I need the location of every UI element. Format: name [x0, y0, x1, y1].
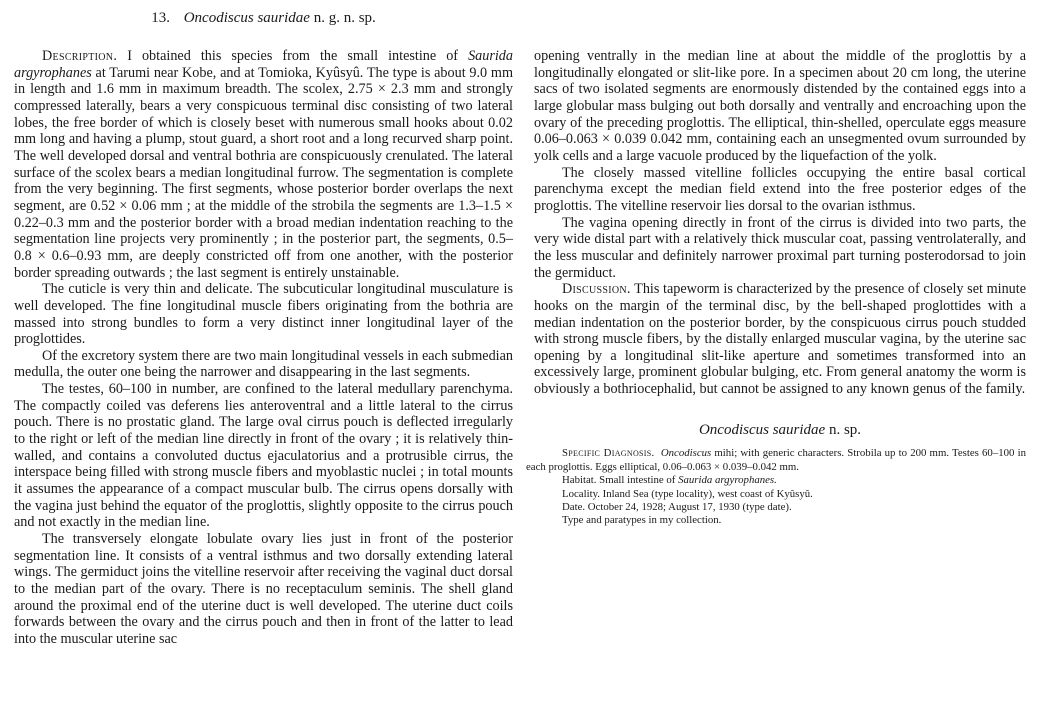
locality-line: Locality. Inland Sea (type locality), west coast of Kyûsyû.	[562, 487, 813, 500]
date-line: Date. October 24, 1928; August 17, 1930 (type date).	[562, 501, 792, 514]
types-line: Type and paratypes in my collection.	[562, 514, 722, 527]
right-column	[526, 48, 1026, 528]
cuticle-paragraph: The cuticle is very thin and delicate. The subcuticular longitudinal musculature is well developed. The fine longitudinal muscle fibers originating from the bothria are massed into strong bundles to form a very distinct inner longitudinal layer of the proglottides.	[14, 281, 513, 348]
discussion-label: Discussion.	[562, 281, 631, 298]
vagina-paragraph: The vagina opening directly in front of the cirrus is divided into two parts, the very wide distal part with a relatively thick muscular coat, passing ventrolaterally, and the less muscular and definitely narrower proximal part turning posterodorsad to join the germiduct.	[534, 214, 1026, 281]
discussion-paragraph: Discussion. This tapeworm is characterized by the presence of closely set minute hooks on the margin of the terminal disc, by the bell-shaped proglottides with a median indentation on the posterior border, by the conspicuous cirrus pouch studded with strong muscle fibers, by the distally enlarged muscular vagina, by the uterine sac opening by a longitudinal slit-like aperture and sometimes transformed into an excessively large, prominent globular bulging, etc. From general anatomy the worm is obviously a bothriocephalid, but cannot be assigned to any known genus of the family.	[534, 281, 1026, 398]
habitat-line: Habitat. Small intestine of Saurida argyrophanes.	[562, 474, 777, 487]
taxon-status: n. g. n. sp.	[313, 10, 376, 26]
excretory-paragraph: Of the excretory system there are two main longitudinal vessels in each submedian medulla, the outer one being the narrower and disappearing in the last segments.	[14, 347, 513, 381]
specific-diagnosis	[526, 447, 1026, 527]
left-column	[14, 48, 513, 648]
section-heading	[0, 10, 527, 27]
description-paragraph: Description. I obtained this species from the small intestine of Saurida argyrophanes at Tarumi near Kobe, and at Tomioka, Kyûsyû. The type is about 9.0 mm in length and 1.6 mm in maximum breadth. The scolex, 2.75 × 2.3 mm and strongly compressed laterally, bears a very conspicuous terminal disc consisting of two lateral lobes, the free border of which is closely beset with numerous small hooks about 0.02 mm long and having a plump, stout guard, a short root and a long recurved sharp point. The well developed dorsal and ventral bothria are conspicuously crenulated. The lateral surface of the scolex bears a median longitudinal furrow. The segmentation is complete from the very beginning. The first segments, whose posterior border overlaps the next segment, are 0.52 × 0.06 mm ; at the middle of the strobila the segments are 1.3–1.5 × 0.22–0.3 mm and the posterior border with a broad median indentation reaching to the segmentation line projects very prominently ; in the posterior part, the segments, 0.5–0.8 × 0.6–0.93 mm, are deeply constricted off from one another, with the posterior border spreading outwards ; the last segment is entirely unstainable.	[14, 48, 513, 281]
diagnosis-text: Specific Diagnosis. Oncodiscus mihi; with generic characters. Strobila up to 200 mm. Testes 60–100 in each proglottis. Eggs elliptical, 0.06–0.063 × 0.039–0.042 mm.	[526, 447, 1026, 473]
testes-paragraph: The testes, 60–100 in number, are confined to the lateral medullary parenchyma. The compactly coiled vas deferens lies anteroventral and a little lateral to the cirrus pouch. There is no prostatic gland. The large oval cirrus pouch is deflected irregularly to the right or left of the median line directly in front of the ovary ; it is relatively thin-walled, and contains a convoluted ductus ejaculatorius and a protrusible cirrus, the interspace being filled with strong muscle fibers and myoblastic nuclei ; in total mounts it assumes the appearance of a compact muscular bulb. The cirrus opens dorsally with the vagina just behind the equator of the proglottis, slightly opposite to the cirrus pouch and not exactly in the median line.	[14, 381, 513, 531]
vitelline-paragraph: The closely massed vitelline follicles occupying the entire basal cortical parenchyma except the median field extend into the free posterior edges of the proglottis. The vitelline reservoir lies dorsal to the ovarian isthmus.	[534, 164, 1026, 214]
description-label: Description.	[42, 48, 118, 64]
species-name: Oncodiscus sauridae	[183, 10, 310, 26]
section-number: 13.	[151, 10, 170, 26]
uterus-paragraph-continued: opening ventrally in the median line at about the middle of the proglottis by a longitudinally elongated or slit-like pore. In a specimen about 20 cm long, the uterine sacs of two isolated segments are enormously distended by the contained eggs into a large globular mass bulging out both dorsally and ventrally and encroaching upon the ovary of the preceding proglottis. The elliptical, thin-shelled, operculate eggs measure 0.06–0.063 × 0.039 0.042 mm, containing each an unsegmented ovum surrounded by yolk cells and a large vacuole produced by the liquefaction of the yolk.	[534, 48, 1026, 164]
diagnosis-heading: Oncodiscus sauridae n. sp.	[698, 421, 862, 438]
ovary-paragraph: The transversely elongate lobulate ovary lies just in front of the posterior segmentation line. It consists of a ventral isthmus and two dorsally extending lateral wings. The germiduct joins the vitelline reservoir after receiving the vaginal duct dorsal to the median part of the ovary. There is no receptaculum seminis. The shell gland around the proximal end of the uterine duct is well developed. The uterine duct coils forwards between the ovary and the cirrus pouch and then in front of the latter to lead into the muscular uterine sac	[14, 531, 513, 647]
host-name: Saurida argyrophanes	[14, 48, 513, 81]
diagnosis-label: Specific Diagnosis.	[562, 447, 655, 460]
